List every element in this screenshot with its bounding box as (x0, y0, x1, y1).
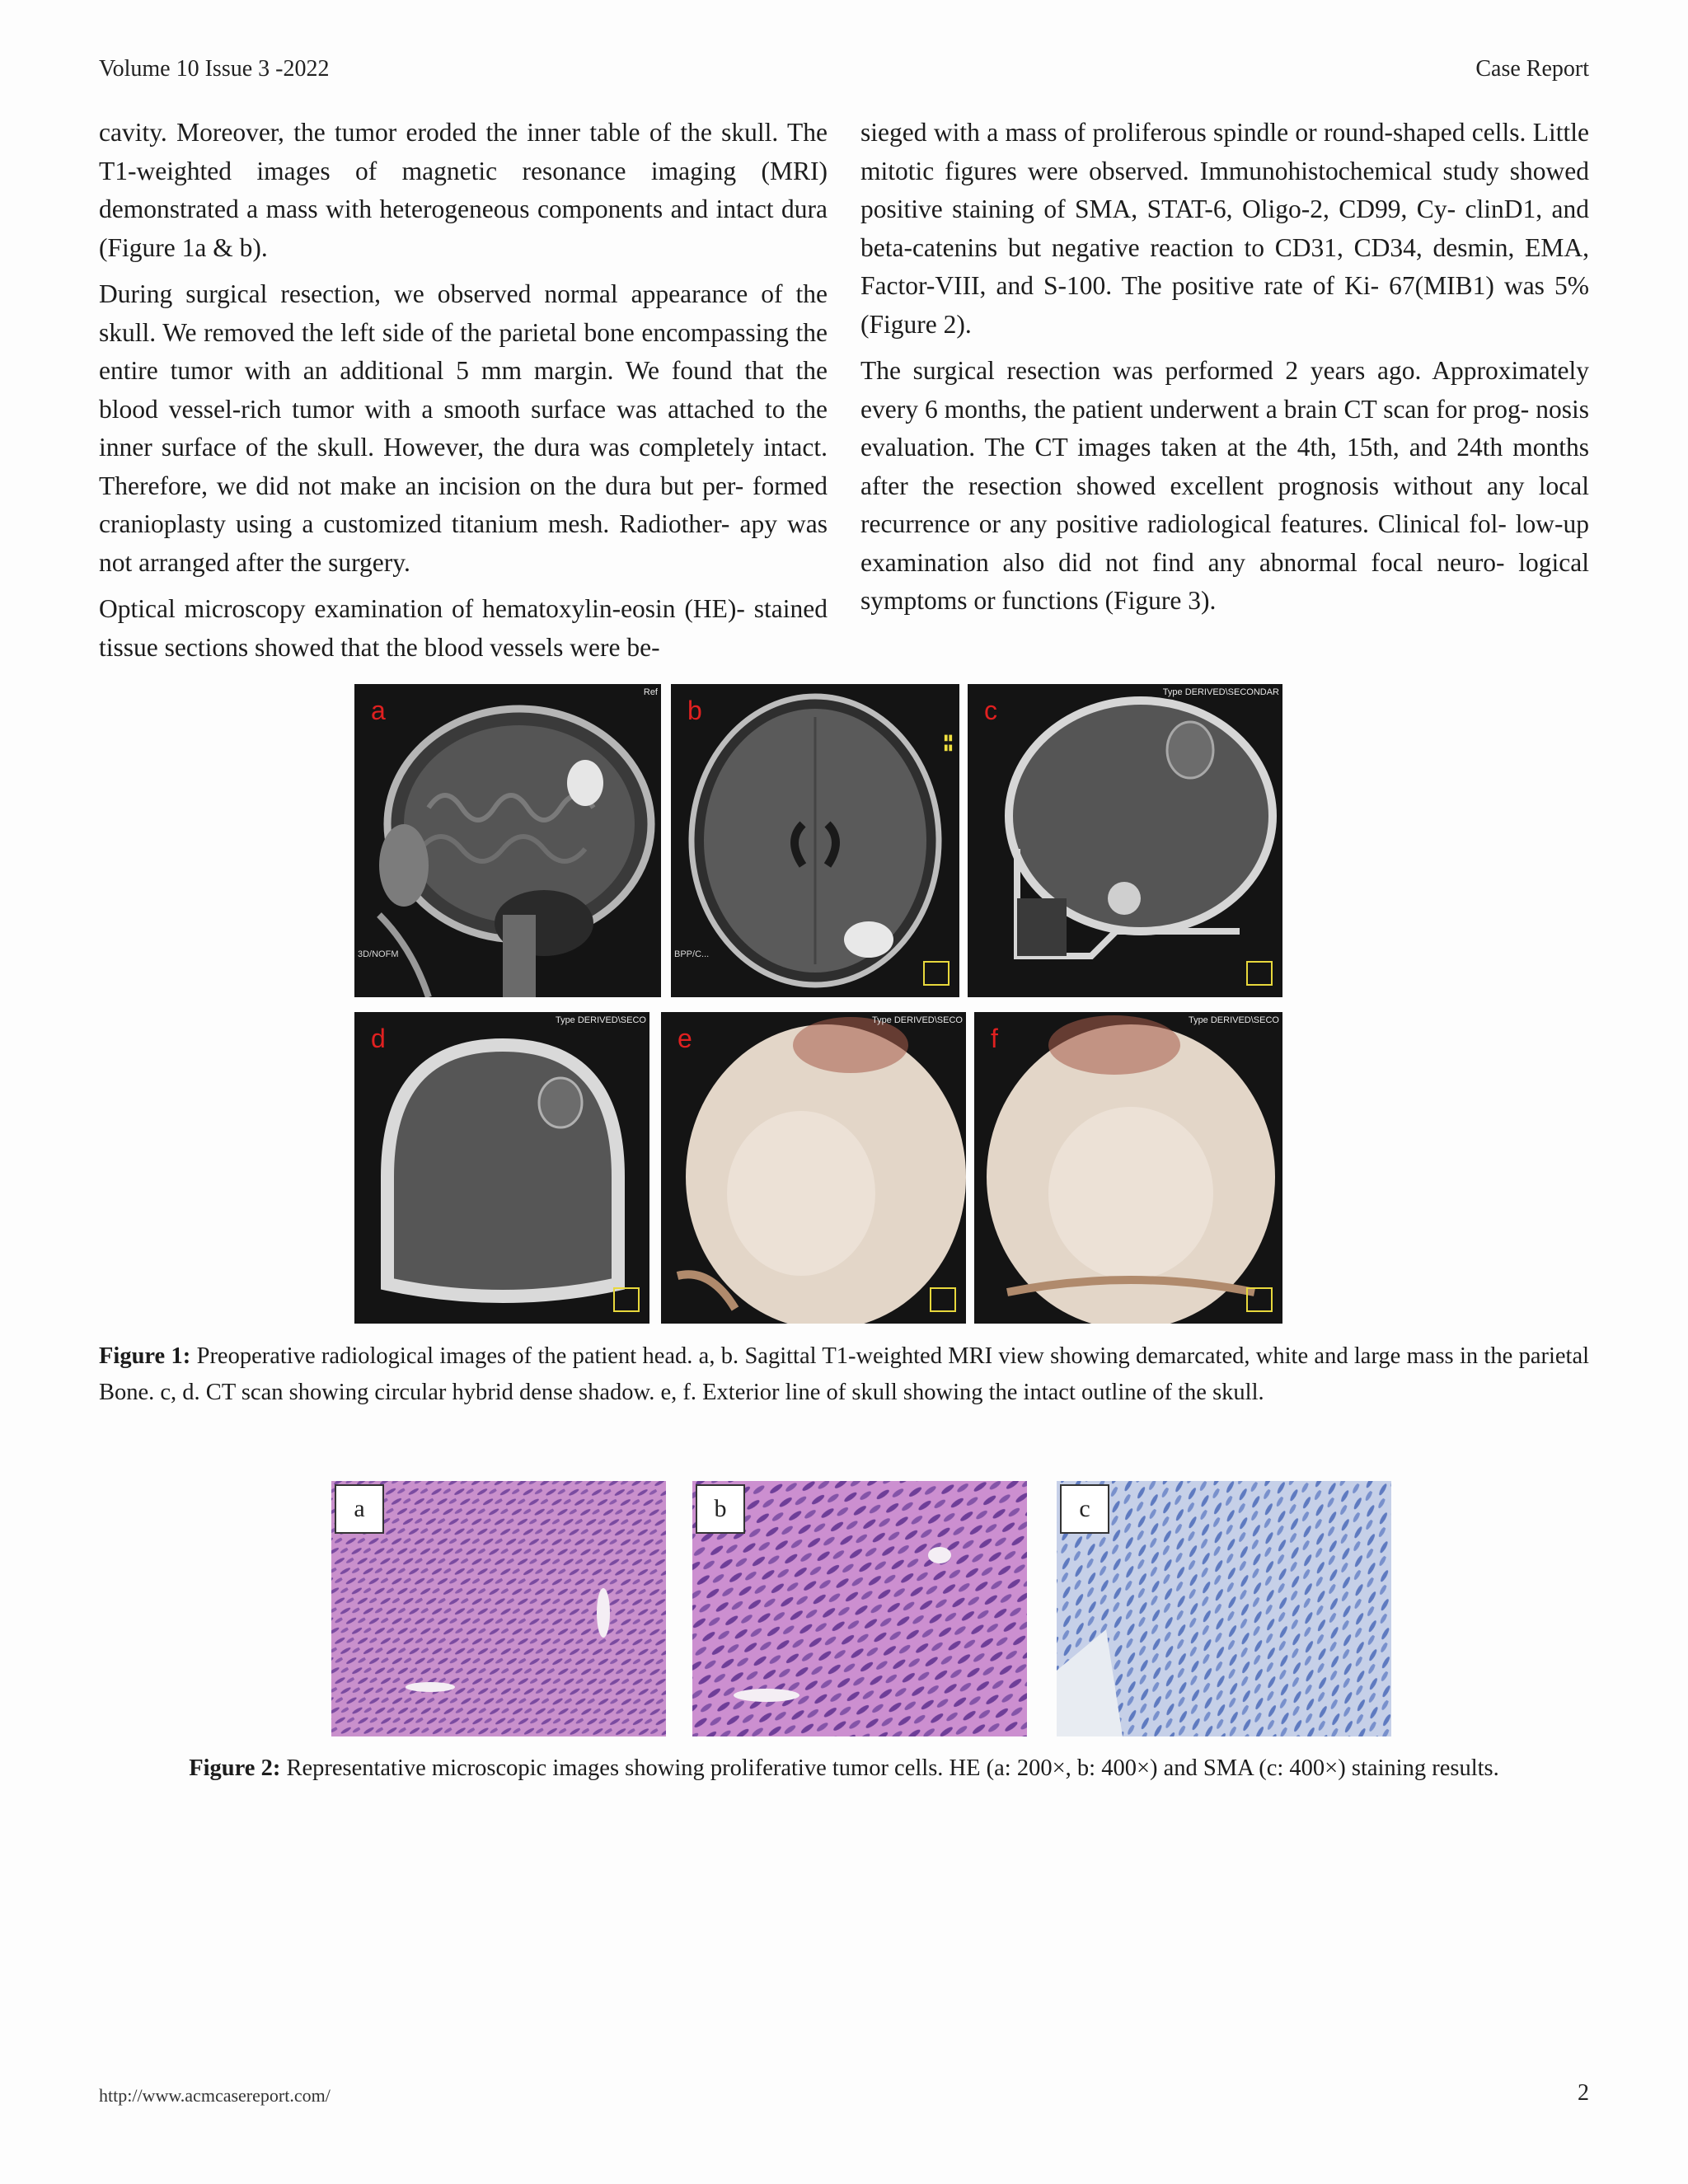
right-column (860, 114, 1589, 629)
panel-side-text: 3D/NOFM (358, 949, 399, 959)
figure-1e-3d-skull (661, 1012, 966, 1324)
panel-label: b (687, 696, 702, 725)
panel-label: c (1060, 1484, 1109, 1534)
figure-1d-coronal-ct (354, 1012, 649, 1324)
coronal-ct-image (354, 1012, 649, 1324)
panel-label: c (984, 696, 997, 725)
axial-mri-image (671, 684, 959, 997)
caption-label: Figure 2: (189, 1755, 281, 1781)
figure-2-microscopy (331, 1481, 1391, 1736)
panel-yellow-annotation: ▮▮ ▮▮ (943, 733, 953, 752)
orientation-box-icon (613, 1287, 640, 1312)
figure-2c-sma-400x (1057, 1481, 1391, 1736)
figure-1-caption (99, 1338, 1589, 1411)
panel-label: d (371, 1024, 386, 1053)
panel-label: a (335, 1484, 384, 1534)
figure-1a-sagittal-mri (354, 684, 661, 997)
panel-label: e (678, 1024, 692, 1053)
figure-1-radiology (354, 684, 1282, 1324)
panel-overlay-text: Type DERIVED\SECO (871, 1015, 963, 1025)
caption-text: Preoperative radiological images of the patient head. a, b. Sagittal T1-weighted MRI view showing demarcated, white and large mass in the parietal Bone. c, d. CT scan showing circular hybrid dense shadow. e, f. Exterior line of skull showing the intact outline of the skull. (99, 1343, 1590, 1405)
panel-overlay-text: Ref (643, 687, 658, 697)
paragraph: The surgical resection was performed 2 years ago. Approximately every 6 months, the patient underwent a brain CT scan for prog- nosis evaluation. The CT images taken at the 4th, 15th, and 24th months after the resection showed excellent prognosis without any local recurrence or any positive radiological features. Clinical fol- low-up examination also did not find any abnormal focal neuro- logical symptoms or functions (Figure 3). (860, 356, 1589, 615)
figure-2-caption (0, 1750, 1688, 1787)
panel-label: b (696, 1484, 745, 1534)
caption-label: Figure 1: (99, 1343, 191, 1369)
figure-1c-sagittal-ct (968, 684, 1282, 997)
panel-overlay-text: Type DERIVED\SECO (1188, 1015, 1279, 1025)
orientation-box-icon (1246, 961, 1273, 986)
orientation-box-icon (930, 1287, 956, 1312)
page-number: 2 (1578, 2080, 1589, 2106)
sagittal-ct-image (968, 684, 1282, 997)
paragraph: cavity. Moreover, the tumor eroded the inner table of the skull. The T1-weighted images of magnetic resonance imaging (MRI) demonstrated a mass with heterogeneous components and intact dura (Figure 1a & b). (99, 118, 828, 262)
orientation-box-icon (923, 961, 950, 986)
panel-overlay-text: Type DERIVED\SECONDAR (1162, 687, 1279, 697)
article-type: Case Report (1475, 56, 1589, 82)
left-column (99, 114, 828, 675)
panel-label: f (991, 1024, 998, 1053)
sagittal-mri-image (354, 684, 661, 997)
figure-1f-3d-skull (974, 1012, 1282, 1324)
orientation-box-icon (1246, 1287, 1273, 1312)
figure-2a-he-200x (331, 1481, 666, 1736)
paragraph: During surgical resection, we observed normal appearance of the skull. We removed the left side of the parietal bone encompassing the entire tumor with an additional 5 mm margin. We found that the blood vessel-rich tumor with a smooth surface was attached to the inner surface of the skull. However, the dura was completely intact. Therefore, we did not make an incision on the dura but per- formed cranioplasty using a customized titanium mesh. Radiother- apy was not arranged after the surgery. (99, 279, 828, 577)
journal-issue: Volume 10 Issue 3 -2022 (99, 56, 330, 82)
figure-2b-he-400x (692, 1481, 1027, 1736)
panel-overlay-text: Type DERIVED\SECO (555, 1015, 646, 1025)
skull-render-image (661, 1012, 966, 1324)
journal-url-link[interactable]: http://www.acmcasereport.com/ (99, 2085, 331, 2106)
panel-side-text: BPP/C... (674, 949, 710, 959)
paragraph: sieged with a mass of proliferous spindle or round-shaped cells. Little mitotic figures were observed. Immunohistochemical study showed positive staining of SMA, STAT-6, Oligo-2, CD99, Cy- clinD1, and beta-catenins but negative reaction to CD31, CD34, desmin, EMA, Factor-VIII, and S-100. The positive rate of Ki- 67(MIB1) was 5% (Figure 2). (860, 118, 1589, 339)
panel-label: a (371, 696, 386, 725)
figure-1b-axial-mri (671, 684, 959, 997)
skull-render-image (974, 1012, 1282, 1324)
paragraph: Optical microscopy examination of hematoxylin-eosin (HE)- stained tissue sections showed that the blood vessels were be- (99, 594, 828, 662)
caption-text: Representative microscopic images showing proliferative tumor cells. HE (a: 200×, b: 400×) and SMA (c: 400×) staining results. (280, 1755, 1499, 1781)
